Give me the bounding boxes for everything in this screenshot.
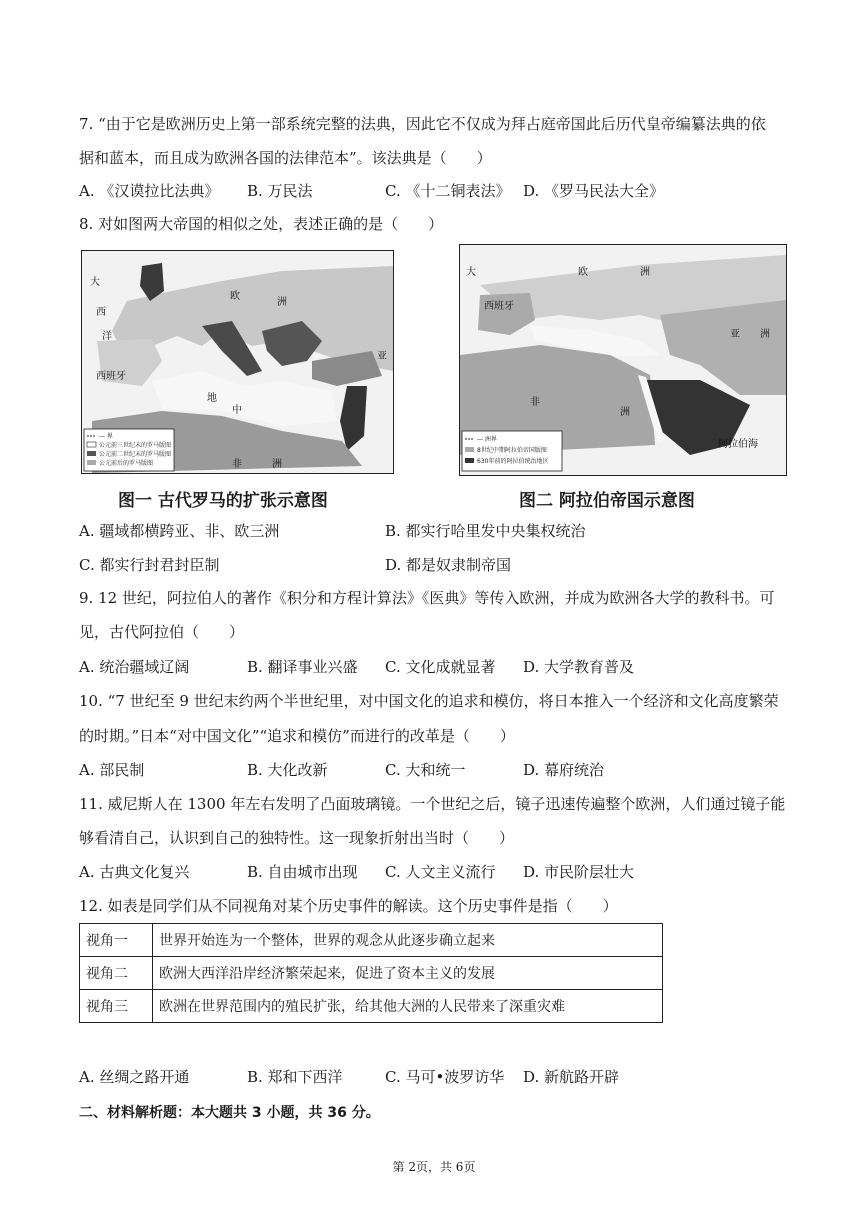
roman-map-label-da: 大: [90, 277, 100, 288]
q10-options: [79, 760, 799, 780]
q8-options-row2: [79, 555, 799, 575]
roman-map-label-zhou: 洲: [277, 297, 287, 308]
q11-option-b: B. 自由城市出现: [247, 863, 358, 881]
q9-option-a: A. 统治疆域辽阔: [79, 658, 190, 676]
q9-stem-line2: 见，古代阿拉伯（ ）: [79, 623, 245, 641]
q8-option-a: A. 疆域都横跨亚、非、欧三洲: [79, 522, 280, 540]
q12-option-d: D. 新航路开辟: [523, 1068, 620, 1086]
table-cell-value: 欧洲在世界范围内的殖民扩张，给其他大洲的人民带来了深重灾难: [153, 990, 663, 1023]
page-footer: 第 2页，共 6页: [392, 1160, 476, 1174]
arab-map-label-zhou: 洲: [640, 267, 650, 278]
q9-option-b: B. 翻译事业兴盛: [247, 658, 358, 676]
roman-map-label-di: 地: [207, 393, 217, 404]
table-cell-key: 视角三: [80, 990, 153, 1023]
q12-options: [79, 1067, 799, 1087]
arab-map-label-zhou2: 洲: [760, 329, 770, 340]
q11-stem-line2: 够看清自己，认识到自己的独特性。这一现象折射出当时（ ）: [79, 829, 515, 847]
q12-option-c: C. 马可•波罗访华: [385, 1068, 505, 1086]
q8-option-c: C. 都实行封君封臣制: [79, 556, 220, 574]
q9-stem-line1: 9. 12 世纪，阿拉伯人的著作《积分和方程计算法》《医典》等传入欧洲，并成为欧洲各大学的教科书。可: [79, 589, 775, 607]
roman-map-label-ou: 欧: [230, 291, 240, 302]
q12-option-a: A. 丝绸之路开通: [79, 1068, 190, 1086]
arab-map-label-fei: 非: [530, 397, 540, 408]
q8-option-b: B. 都实行哈里发中央集权统治: [385, 522, 586, 540]
q7-options: [79, 181, 799, 201]
roman-legend-1: — 界: [99, 433, 113, 440]
table-row: [80, 924, 663, 957]
table-cell-value: 欧洲大西洋沿岸经济繁荣起来，促进了资本主义的发展: [153, 957, 663, 990]
table-cell-key: 视角二: [80, 957, 153, 990]
arab-empire-map: [459, 244, 787, 476]
roman-legend-2: 公元前三世纪末的罗马版图: [99, 442, 172, 449]
q9-options: [79, 657, 799, 677]
q7-stem-line2: 据和蓝本，而且成为欧洲各国的法律范本”。该法典是（ ）: [79, 149, 492, 167]
q9-option-c: C. 文化成就显著: [385, 658, 496, 676]
q7-option-c: C. 《十二铜表法》: [385, 182, 511, 200]
q12-stem: 12. 如表是同学们从不同视角对某个历史事件的解读。这个历史事件是指（ ）: [79, 897, 618, 915]
q11-option-a: A. 古典文化复兴: [79, 863, 190, 881]
table-cell-value: 世界开始连为一个整体，世界的观念从此逐步确立起来: [153, 924, 663, 957]
roman-map-label-zhong: 中: [232, 405, 242, 416]
q10-option-c: C. 大和统一: [385, 761, 466, 779]
roman-map-label-xi: 西: [96, 307, 106, 318]
q7-option-b: B. 万民法: [247, 182, 313, 200]
arab-map-drawing: [460, 245, 786, 475]
q8-options-row1: [79, 521, 799, 541]
arab-map-label-ya: 亚: [730, 329, 740, 340]
q7-option-d: D. 《罗马民法大全》: [523, 182, 665, 200]
q10-stem-line2: 的时期。”日本“对中国文化”“追求和模仿”而进行的改革是（ ）: [79, 727, 515, 745]
roman-map-label-zhou2: 洲: [272, 459, 282, 470]
section-heading: 二、材料解析题：本大题共 3 小题，共 36 分。: [79, 1105, 380, 1121]
q10-option-b: B. 大化改新: [247, 761, 328, 779]
roman-map-label-yang: 洋: [102, 331, 112, 342]
roman-legend-4: 公元前后的罗马版图: [99, 460, 154, 467]
arab-legend-1: — 洲界: [477, 436, 497, 443]
table-row: [80, 957, 663, 990]
roman-expansion-map: [81, 250, 394, 474]
arab-legend-2: 8世纪中期阿拉伯帝国版图: [477, 447, 547, 454]
roman-map-label-spain: 西班牙: [96, 371, 126, 382]
q11-stem-line1: 11. 威尼斯人在 1300 年左右发明了凸面玻璃镜。一个世纪之后，镜子迅速传遍整个欧洲，人们通过镜子能: [79, 795, 786, 813]
table-row: [80, 990, 663, 1023]
q8-stem: 8. 对如图两大帝国的相似之处，表述正确的是（ ）: [79, 215, 444, 233]
q11-option-c: C. 人文主义流行: [385, 863, 496, 881]
q11-option-d: D. 市民阶层壮大: [523, 863, 635, 881]
q8-option-d: D. 都是奴隶制帝国: [385, 556, 512, 574]
q12-option-b: B. 郑和下西洋: [247, 1068, 343, 1086]
arab-map-label-da: 大: [466, 267, 476, 278]
q10-option-a: A. 部民制: [79, 761, 145, 779]
roman-legend-3: 公元前二世纪末的罗马版图: [99, 451, 172, 458]
q10-option-d: D. 幕府统治: [523, 761, 605, 779]
q11-options: [79, 862, 799, 882]
roman-map-label-ya: 亚: [377, 351, 387, 362]
q7-stem-line1: 7. “由于它是欧洲历史上第一部系统完整的法典，因此它不仅成为拜占庭帝国此后历代皇帝编纂法典的依: [79, 115, 766, 133]
arab-map-label-spain: 西班牙: [484, 301, 514, 312]
arab-map-label-ou: 欧: [578, 267, 588, 278]
roman-map-label-fei: 非: [232, 459, 242, 470]
roman-map-drawing: [82, 251, 393, 473]
arab-legend-3: 630年前的阿拉伯统治地区: [477, 458, 549, 465]
arab-map-label-zhou3: 洲: [620, 407, 630, 418]
q9-option-d: D. 大学教育普及: [523, 658, 635, 676]
roman-map-caption: 图一 古代罗马的扩张示意图: [118, 491, 328, 511]
arab-map-label-sea: 阿拉伯海: [718, 439, 758, 450]
arab-map-caption: 图二 阿拉伯帝国示意图: [519, 491, 695, 511]
perspectives-table: [79, 923, 663, 1023]
table-cell-key: 视角一: [80, 924, 153, 957]
q10-stem-line1: 10. “7 世纪至 9 世纪末约两个半世纪里，对中国文化的追求和模仿，将日本推入一个经济和文化高度繁荣: [79, 692, 779, 710]
q7-option-a: A. 《汉谟拉比法典》: [79, 182, 220, 200]
